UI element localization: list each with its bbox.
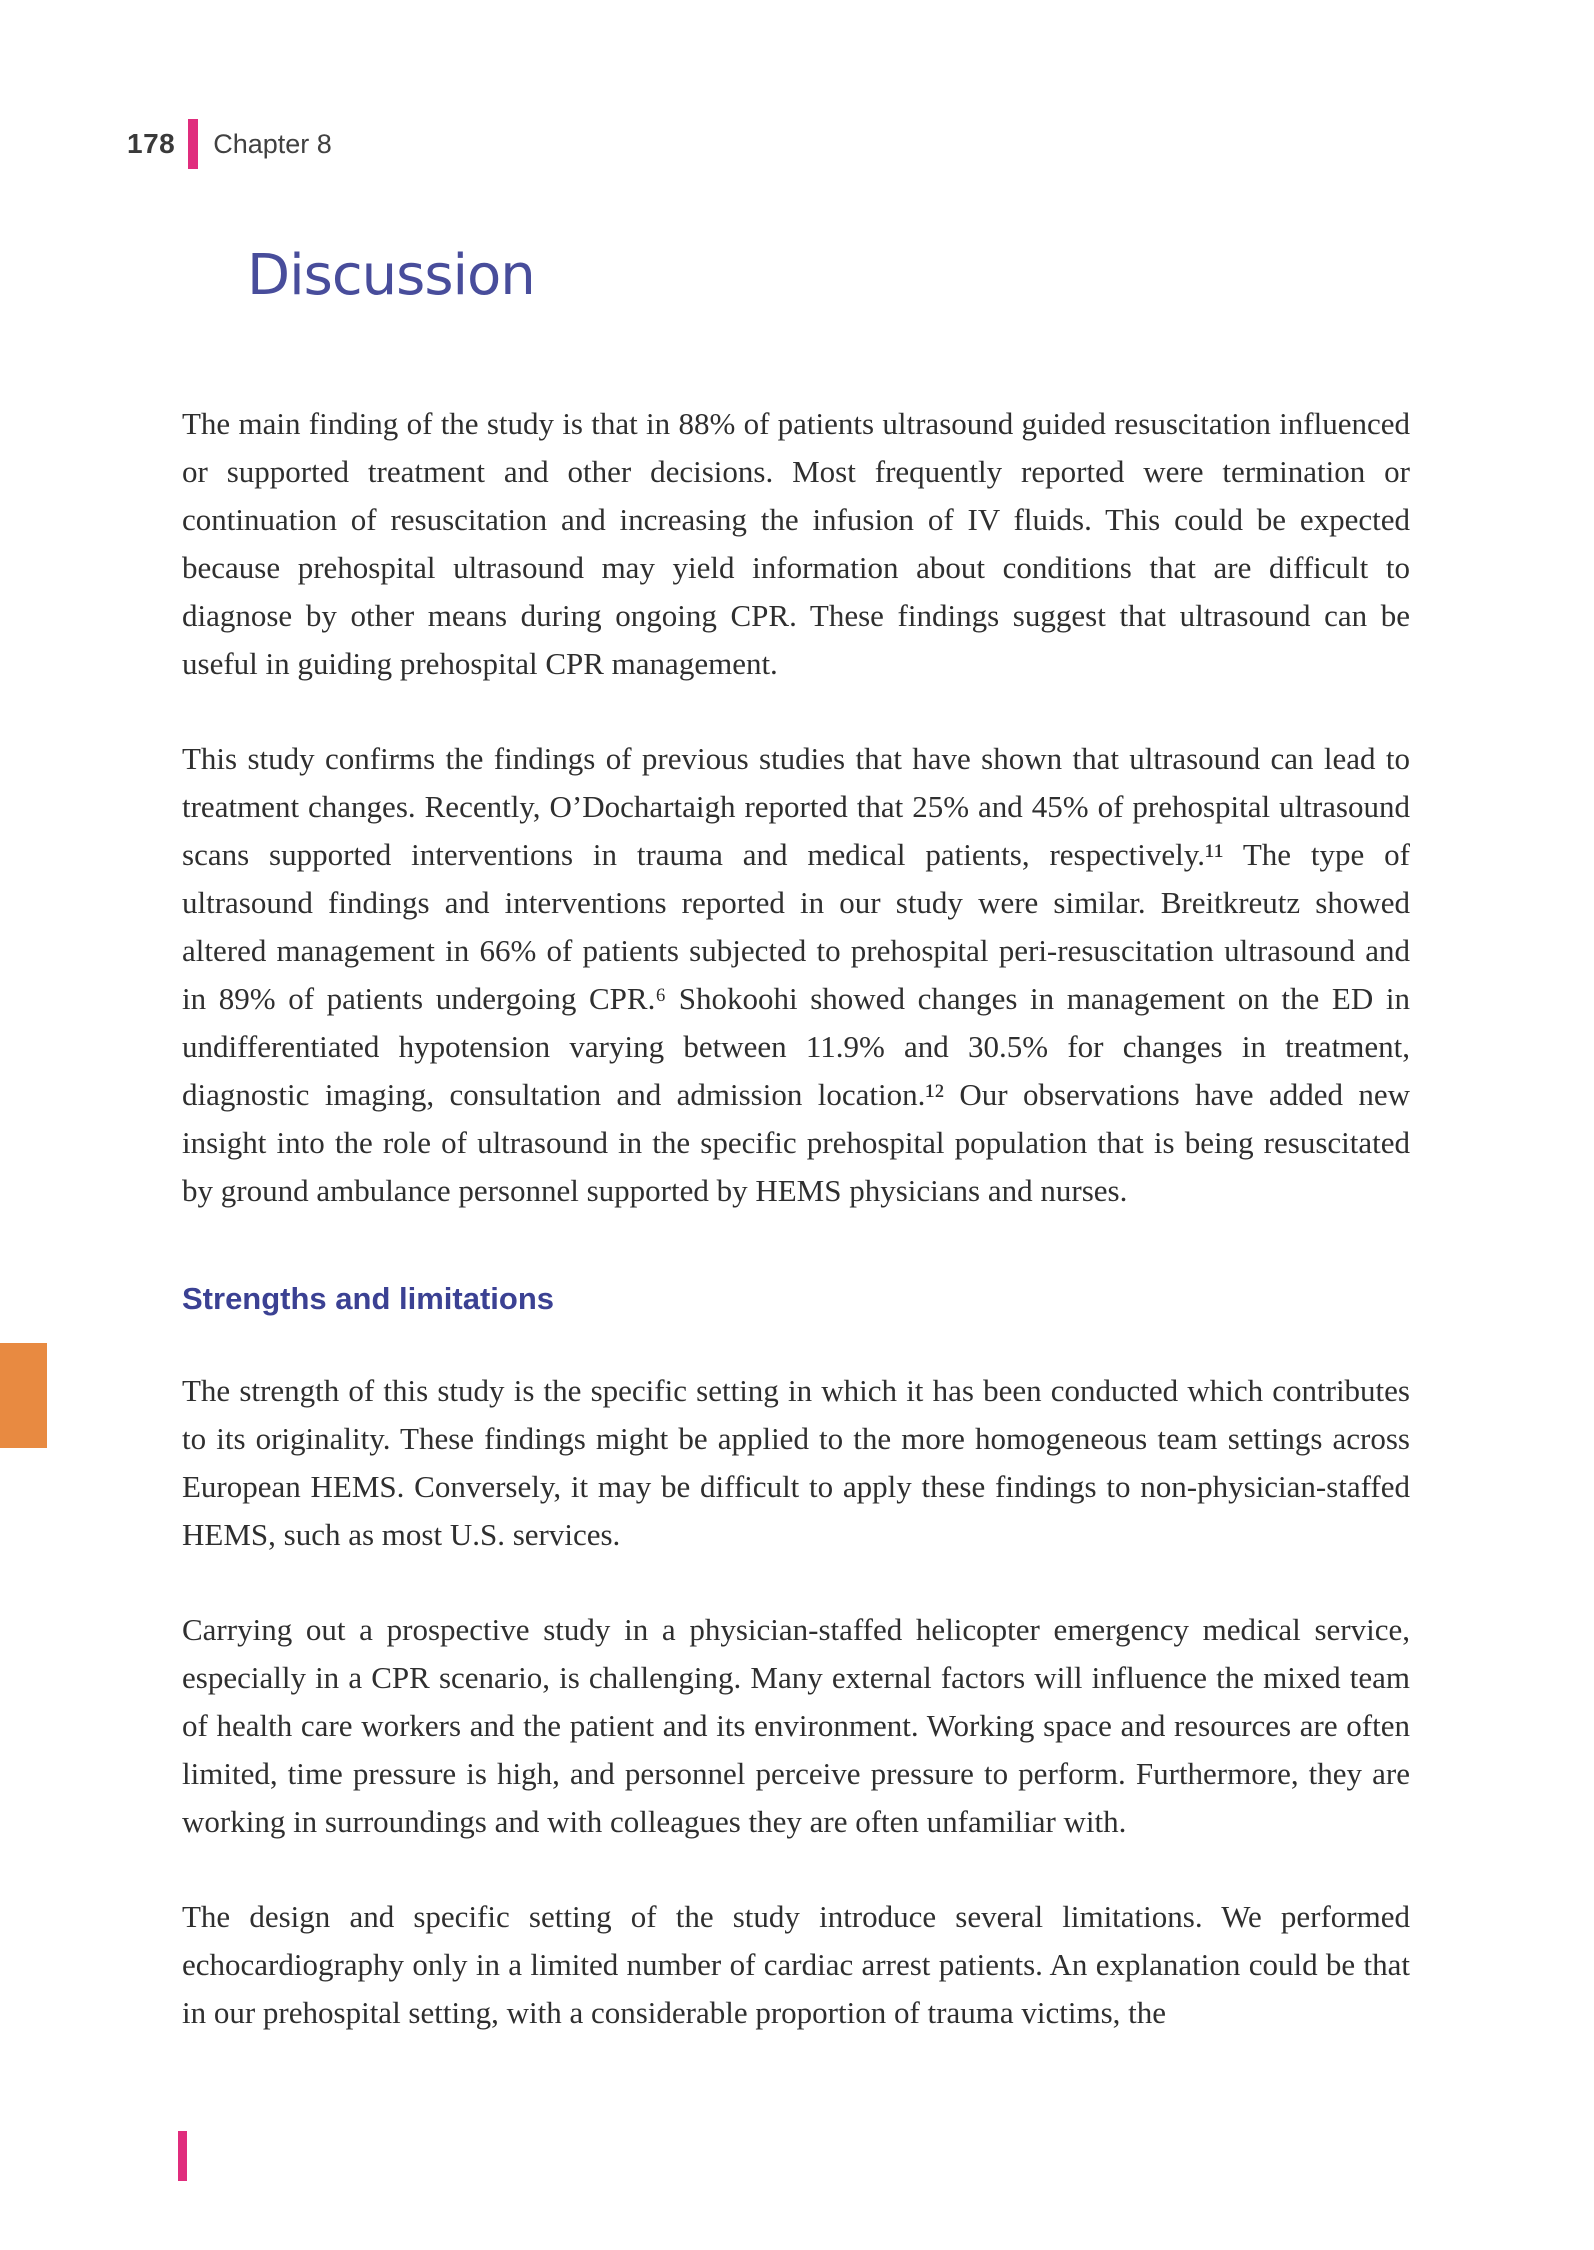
body-text (182, 400, 1410, 2084)
page-number: 178 (127, 128, 176, 159)
paragraph-main-finding: The main finding of the study is that in 88% of patients ultrasound guided resuscitation influenced or supported treatment and other decisions. Most frequently reported were termination or continuation of resuscitation and increasing the infusion of IV fluids. This could be expected because prehospital ultrasound may yield information about conditions that are difficult to diagnose by other means during ongoing CPR. These findings suggest that ultrasound can be useful in guiding prehospital CPR management. (182, 406, 1410, 681)
orange-section-tab (0, 1343, 47, 1448)
paragraph-study-strength: The strength of this study is the specific setting in which it has been conducted which contributes to its originality. These findings might be applied to the more homogeneous team settings across European HEMS. Conversely, it may be difficult to apply these findings to non-physician-staffed HEMS, such as most U.S. services. (182, 1373, 1410, 1552)
chapter-label: Chapter 8 (213, 128, 332, 159)
running-header (127, 119, 332, 169)
footer-accent-bar (178, 2131, 187, 2181)
paragraph-previous-studies: This study confirms the findings of previous studies that have shown that ultrasound can lead to treatment changes. Recently, O’Dochartaigh reported that 25% and 45% of prehospital ultrasound scans supported interventions in trauma and medical patients, respectively.¹¹ The type of ultrasound findings and interventions reported in our study were similar. Breitkreutz showed altered management in 66% of patients subjected to prehospital peri-resuscitation ultrasound and in 89% of patients undergoing CPR.⁶ Shokoohi showed changes in management on the ED in undifferentiated hypotension varying between 11.9% and 30.5% for changes in treatment, diagnostic imaging, consultation and admission location.¹² Our observations have added new insight into the role of ultrasound in the specific prehospital population that is being resuscitated by ground ambulance personnel supported by HEMS physicians and nurses. (182, 741, 1410, 1208)
section-heading-strengths-limitations: Strengths and limitations (182, 1281, 555, 1316)
header-accent-bar (188, 119, 198, 169)
paragraph-design-limitations: The design and specific setting of the study introduce several limitations. We performed echocardiography only in a limited number of cardiac arrest patients. An explanation could be that in our prehospital setting, with a considerable proportion of trauma victims, the (182, 1899, 1410, 2030)
page-title: Discussion (247, 243, 535, 308)
paragraph-prospective-study: Carrying out a prospective study in a physician-staffed helicopter emergency medical service, especially in a CPR scenario, is challenging. Many external factors will influence the mixed team of health care workers and the patient and its environment. Working space and resources are often limited, time pressure is high, and personnel perceive pressure to perform. Furthermore, they are working in surroundings and with colleagues they are often unfamiliar with. (182, 1612, 1410, 1839)
